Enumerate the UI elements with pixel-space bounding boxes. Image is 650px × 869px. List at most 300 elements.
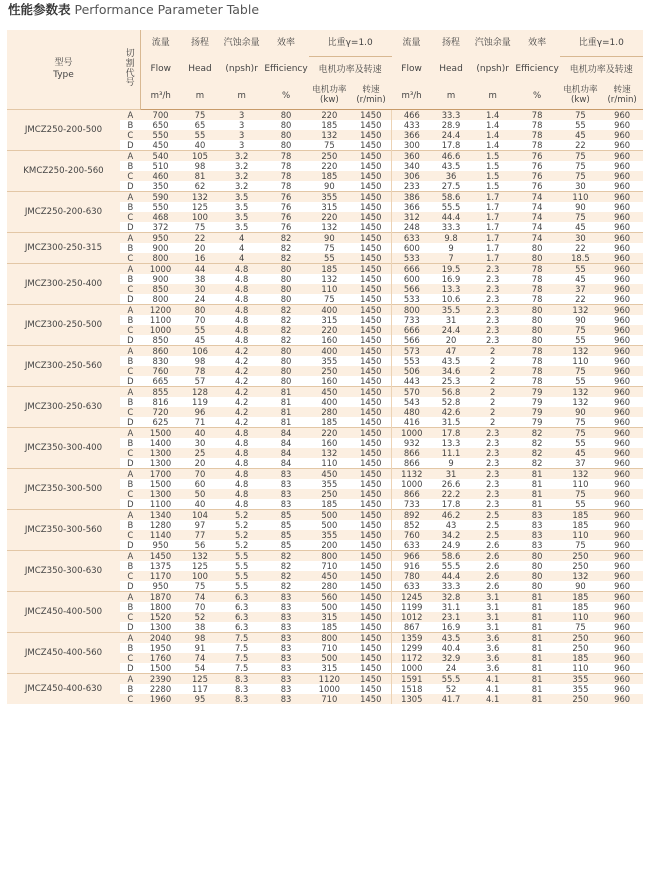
value-cell: 960	[614, 540, 631, 550]
table-body	[7, 110, 643, 705]
value-cell: 4.8	[220, 305, 264, 316]
value-cell: 2	[471, 346, 515, 357]
value-cell: 2.3	[471, 428, 515, 439]
value-cell: 1450	[350, 346, 392, 357]
value-cell: 860	[141, 346, 180, 357]
value-cell: 1100	[149, 315, 172, 325]
cut-code-cell: C	[120, 284, 141, 294]
value-cell: 117	[191, 684, 208, 694]
value-cell: 960	[601, 674, 643, 685]
value-cell: 80	[264, 110, 309, 121]
value-cell: 960	[614, 602, 631, 612]
page-title-zh: 性能参数表	[8, 2, 71, 17]
value-cell: 560	[309, 592, 351, 603]
value-cell: 3.6	[471, 653, 515, 663]
value-cell: 75	[560, 212, 602, 222]
value-cell: 79	[531, 417, 543, 427]
value-cell: 55	[560, 264, 602, 275]
value-cell: 75	[575, 417, 586, 427]
value-cell: 4.2	[220, 366, 264, 376]
value-cell: 570	[392, 387, 431, 398]
value-cell: 4.8	[220, 325, 264, 335]
value-cell: 4.8	[234, 499, 249, 509]
value-cell: 1450	[360, 140, 382, 150]
value-cell: 81	[515, 612, 560, 622]
value-cell: 125	[191, 561, 208, 571]
value-cell: 60	[194, 479, 206, 489]
value-cell: 80	[280, 120, 292, 130]
value-cell: 83	[264, 653, 309, 663]
value-cell: 960	[601, 110, 643, 121]
value-cell: 90	[309, 233, 351, 244]
cut-code-cell: C	[120, 489, 141, 499]
value-cell: 4.8	[234, 458, 249, 468]
table-row	[7, 387, 643, 398]
value-cell: 9.8	[431, 233, 470, 244]
value-cell: 233	[392, 181, 431, 192]
value-cell: 80	[531, 243, 543, 253]
value-cell: 31.5	[441, 417, 461, 427]
value-cell: 4.8	[220, 489, 264, 499]
value-cell: 2.3	[486, 335, 500, 345]
value-cell: 1450	[360, 520, 382, 530]
value-cell: 82	[264, 233, 309, 244]
header-right-flow-zh: 流量	[392, 30, 431, 57]
value-cell: 78	[531, 140, 543, 150]
value-cell: 24.4	[431, 325, 470, 335]
value-cell: 45	[575, 222, 586, 232]
value-cell: 119	[191, 397, 208, 407]
header-right-npsh-en: (npsh)r	[471, 57, 515, 84]
value-cell: 710	[321, 561, 338, 571]
value-cell: 1000	[141, 264, 180, 275]
value-cell: 34.2	[431, 530, 470, 540]
value-cell: 800	[152, 294, 169, 304]
value-cell: 1.7	[486, 202, 500, 212]
cut-code-cell: A	[120, 233, 141, 244]
value-cell: 4.2	[234, 376, 249, 386]
value-cell: 16.9	[441, 274, 461, 284]
value-cell: 83	[264, 633, 309, 644]
value-cell: 1450	[350, 192, 392, 203]
value-cell: 82	[280, 561, 292, 571]
cut-code-cell: D	[127, 140, 134, 150]
value-cell: 45	[194, 335, 206, 345]
value-cell: 8.3	[220, 694, 264, 704]
model-cell: JMCZ350-300-400	[7, 428, 120, 469]
value-cell: 82	[531, 458, 543, 468]
value-cell: 1960	[141, 694, 180, 704]
value-cell: 960	[601, 633, 643, 644]
value-cell: 500	[309, 510, 351, 521]
value-cell: 372	[152, 222, 169, 232]
value-cell: 55	[575, 499, 586, 509]
value-cell: 54	[194, 663, 206, 673]
value-cell: 960	[601, 264, 643, 275]
value-cell: 185	[321, 120, 338, 130]
value-cell: 81	[531, 479, 543, 489]
value-cell: 45	[575, 274, 586, 284]
value-cell: 960	[614, 458, 631, 468]
cut-code-cell: A	[120, 469, 141, 480]
value-cell: 550	[152, 202, 169, 212]
table-row	[7, 110, 643, 121]
value-cell: 185	[321, 417, 338, 427]
value-cell: 300	[392, 140, 431, 151]
value-cell: 55	[575, 335, 586, 345]
value-cell: 1450	[350, 130, 392, 140]
value-cell: 250	[572, 561, 589, 571]
value-cell: 55.5	[431, 674, 470, 685]
value-cell: 76	[531, 181, 543, 191]
value-cell: 666	[392, 325, 431, 335]
value-cell: 960	[601, 551, 643, 562]
value-cell: 1800	[149, 602, 172, 612]
value-cell: 4.2	[220, 407, 264, 417]
value-cell: 30	[575, 181, 586, 191]
value-cell: 250	[572, 643, 589, 653]
cut-code-cell: D	[127, 181, 134, 191]
value-cell: 960	[614, 561, 631, 571]
value-cell: 22.2	[431, 489, 470, 499]
value-cell: 2.6	[486, 581, 500, 591]
cut-code-cell: A	[120, 428, 141, 439]
value-cell: 866	[392, 458, 431, 469]
value-cell: 78	[531, 376, 543, 386]
value-cell: 84	[264, 448, 309, 458]
value-cell: 76	[280, 222, 292, 232]
value-cell: 1450	[350, 510, 392, 521]
cut-code-cell: C	[120, 612, 141, 622]
header-model	[7, 30, 120, 110]
value-cell: 23.1	[431, 612, 470, 622]
value-cell: 460	[141, 171, 180, 181]
value-cell: 1450	[360, 540, 382, 550]
value-cell: 280	[321, 581, 338, 591]
value-cell: 81	[531, 663, 543, 673]
value-cell: 1870	[141, 592, 180, 603]
value-cell: 960	[614, 161, 631, 171]
value-cell: 75	[560, 151, 602, 162]
value-cell: 1012	[392, 612, 431, 622]
value-cell: 80	[280, 356, 292, 366]
value-cell: 960	[614, 335, 631, 345]
value-cell: 42.6	[431, 407, 470, 417]
value-cell: 78	[531, 120, 543, 130]
value-cell: 74	[180, 653, 219, 663]
value-cell: 78	[515, 366, 560, 376]
value-cell: 81	[515, 653, 560, 663]
value-cell: 366	[392, 202, 431, 212]
header-right-ratio: 比重γ=1.0	[560, 30, 643, 57]
value-cell: 81	[531, 684, 543, 694]
value-cell: 960	[614, 684, 631, 694]
table-row	[7, 428, 643, 439]
value-cell: 1450	[360, 181, 382, 191]
value-cell: 185	[560, 510, 602, 521]
value-cell: 22	[575, 294, 586, 304]
value-cell: 400	[321, 397, 338, 407]
value-cell: 1450	[350, 325, 392, 335]
value-cell: 3.5	[234, 202, 249, 212]
value-cell: 105	[180, 151, 219, 162]
cut-code-cell: C	[120, 253, 141, 264]
value-cell: 110	[572, 663, 589, 673]
value-cell: 6.3	[220, 592, 264, 603]
value-cell: 75	[560, 428, 602, 439]
cut-code-cell: D	[127, 540, 134, 550]
value-cell: 17.8	[431, 428, 470, 439]
value-cell: 100	[180, 212, 219, 222]
value-cell: 85	[280, 540, 292, 550]
value-cell: 22	[575, 140, 586, 150]
value-cell: 83	[515, 530, 560, 540]
value-cell: 1450	[360, 356, 382, 366]
value-cell: 9	[448, 243, 454, 253]
value-cell: 57	[194, 376, 206, 386]
value-cell: 450	[309, 469, 351, 480]
value-cell: 24.9	[441, 540, 461, 550]
value-cell: 900	[152, 274, 169, 284]
value-cell: 80	[280, 140, 292, 150]
header-right-power-unit: 电机功率 (kw)	[560, 83, 602, 110]
value-cell: 17.8	[441, 499, 461, 509]
cut-code-cell: C	[120, 448, 141, 458]
value-cell: 1450	[350, 253, 392, 264]
value-cell: 90	[560, 407, 602, 417]
value-cell: 900	[152, 243, 169, 253]
value-cell: 2.6	[471, 551, 515, 562]
value-cell: 966	[392, 551, 431, 562]
value-cell: 960	[601, 305, 643, 316]
value-cell: 30	[194, 438, 206, 448]
value-cell: 3.5	[220, 212, 264, 222]
table-header	[7, 30, 643, 110]
value-cell: 75	[324, 140, 335, 150]
cut-code-cell: C	[120, 130, 141, 140]
value-cell: 1450	[360, 458, 382, 468]
value-cell: 82	[264, 253, 309, 264]
value-cell: 185	[560, 653, 602, 663]
value-cell: 160	[321, 376, 338, 386]
value-cell: 1450	[350, 110, 392, 121]
value-cell: 50	[180, 489, 219, 499]
value-cell: 1450	[360, 274, 382, 284]
value-cell: 1000	[318, 684, 340, 694]
value-cell: 780	[392, 571, 431, 581]
value-cell: 855	[141, 387, 180, 398]
value-cell: 34.6	[431, 366, 470, 376]
value-cell: 960	[601, 694, 643, 704]
value-cell: 2.3	[486, 458, 500, 468]
value-cell: 760	[141, 366, 180, 376]
value-cell: 81	[531, 643, 543, 653]
value-cell: 55.5	[441, 202, 461, 212]
value-cell: 20	[445, 335, 457, 345]
value-cell: 80	[264, 284, 309, 294]
model-cell: JMCZ300-250-630	[7, 387, 120, 428]
value-cell: 75	[575, 540, 586, 550]
value-cell: 220	[309, 212, 351, 222]
value-cell: 3.1	[486, 602, 500, 612]
value-cell: 355	[572, 684, 589, 694]
cut-code-cell: C	[120, 212, 141, 222]
value-cell: 1000	[392, 663, 431, 674]
value-cell: 81	[515, 674, 560, 685]
value-cell: 1450	[350, 387, 392, 398]
value-cell: 160	[321, 438, 338, 448]
value-cell: 960	[601, 171, 643, 181]
header-left-npsh-unit: m	[220, 83, 264, 110]
value-cell: 55	[575, 438, 586, 448]
value-cell: 84	[280, 438, 292, 448]
value-cell: 960	[601, 571, 643, 581]
value-cell: 7	[431, 253, 470, 264]
value-cell: 78	[515, 130, 560, 140]
value-cell: 960	[614, 520, 631, 530]
value-cell: 18.5	[560, 253, 602, 264]
value-cell: 80	[264, 346, 309, 357]
value-cell: 866	[392, 448, 431, 458]
value-cell: 78	[531, 356, 543, 366]
model-cell: JMCZ300-250-500	[7, 305, 120, 346]
value-cell: 733	[392, 499, 431, 510]
value-cell: 443	[392, 376, 431, 387]
value-cell: 81	[280, 417, 292, 427]
value-cell: 5.2	[220, 530, 264, 540]
value-cell: 55	[575, 120, 586, 130]
value-cell: 31.1	[441, 602, 461, 612]
value-cell: 2.5	[471, 530, 515, 540]
value-cell: 22	[180, 233, 219, 244]
cut-code-cell: B	[127, 520, 134, 530]
header-left-flow-unit: m³/h	[141, 83, 180, 110]
value-cell: 1100	[149, 499, 172, 509]
value-cell: 75	[560, 325, 602, 335]
value-cell: 960	[601, 151, 643, 162]
value-cell: 4	[238, 243, 245, 253]
value-cell: 2.3	[486, 479, 500, 489]
value-cell: 4.8	[220, 428, 264, 439]
value-cell: 1450	[360, 417, 382, 427]
value-cell: 16	[180, 253, 219, 264]
value-cell: 850	[141, 284, 180, 294]
value-cell: 132	[180, 192, 219, 203]
value-cell: 4.8	[220, 284, 264, 294]
cut-code-cell: D	[127, 622, 134, 632]
value-cell: 950	[152, 540, 169, 550]
value-cell: 3.1	[486, 622, 500, 632]
value-cell: 960	[601, 407, 643, 417]
value-cell: 2	[490, 397, 496, 407]
value-cell: 5.2	[220, 510, 264, 521]
table-row	[7, 264, 643, 275]
value-cell: 1.5	[471, 171, 515, 181]
value-cell: 185	[572, 602, 589, 612]
value-cell: 83	[515, 510, 560, 521]
value-cell: 4.8	[234, 294, 249, 304]
header-right-npsh-zh: 汽蚀余量	[471, 30, 515, 57]
value-cell: 510	[152, 161, 169, 171]
value-cell: 125	[180, 674, 219, 685]
value-cell: 5.5	[234, 581, 249, 591]
cut-code-cell: B	[127, 120, 134, 130]
value-cell: 35.5	[431, 305, 470, 316]
value-cell: 1450	[360, 376, 382, 386]
value-cell: 280	[309, 407, 351, 417]
value-cell: 78	[515, 110, 560, 121]
value-cell: 1.7	[471, 212, 515, 222]
value-cell: 9	[448, 458, 454, 468]
value-cell: 43.5	[431, 633, 470, 644]
value-cell: 1450	[360, 202, 382, 212]
value-cell: 960	[614, 479, 631, 489]
value-cell: 55	[180, 130, 219, 140]
cut-code-cell: D	[127, 335, 134, 345]
value-cell: 75	[324, 294, 335, 304]
value-cell: 82	[280, 581, 292, 591]
value-cell: 4.8	[220, 469, 264, 480]
value-cell: 2	[490, 376, 496, 386]
value-cell: 27.5	[441, 181, 461, 191]
cut-code-cell: B	[127, 202, 134, 212]
value-cell: 2.3	[486, 294, 500, 304]
value-cell: 81	[515, 469, 560, 480]
value-cell: 43	[445, 520, 457, 530]
value-cell: 91	[194, 643, 206, 653]
value-cell: 867	[392, 622, 431, 633]
value-cell: 355	[309, 530, 351, 540]
value-cell: 2.3	[471, 469, 515, 480]
header-cut-code-text: 切割代号	[125, 48, 135, 89]
value-cell: 3	[220, 110, 264, 121]
value-cell: 710	[321, 643, 338, 653]
value-cell: 892	[392, 510, 431, 521]
value-cell: 960	[614, 397, 631, 407]
value-cell: 1450	[360, 120, 382, 130]
value-cell: 1450	[360, 335, 382, 345]
value-cell: 1450	[350, 674, 392, 685]
cut-code-cell: B	[127, 243, 134, 253]
value-cell: 85	[280, 520, 292, 530]
value-cell: 1280	[149, 520, 172, 530]
value-cell: 185	[309, 264, 351, 275]
value-cell: 4.2	[220, 387, 264, 398]
value-cell: 960	[614, 581, 631, 591]
value-cell: 75	[560, 171, 602, 181]
value-cell: 8.3	[220, 674, 264, 685]
value-cell: 80	[515, 551, 560, 562]
value-cell: 960	[614, 181, 631, 191]
cut-code-cell: D	[127, 458, 134, 468]
value-cell: 52	[180, 612, 219, 622]
value-cell: 960	[601, 592, 643, 603]
value-cell: 185	[572, 520, 589, 530]
value-cell: 3.2	[234, 161, 249, 171]
value-cell: 4.8	[234, 315, 249, 325]
value-cell: 1450	[350, 653, 392, 663]
value-cell: 1300	[141, 489, 180, 499]
value-cell: 700	[141, 110, 180, 121]
value-cell: 5.2	[234, 520, 249, 530]
value-cell: 132	[560, 387, 602, 398]
value-cell: 40	[180, 428, 219, 439]
value-cell: 36	[431, 171, 470, 181]
value-cell: 1450	[350, 171, 392, 181]
value-cell: 132	[321, 274, 338, 284]
value-cell: 1.4	[471, 130, 515, 140]
cut-code-cell: A	[120, 633, 141, 644]
